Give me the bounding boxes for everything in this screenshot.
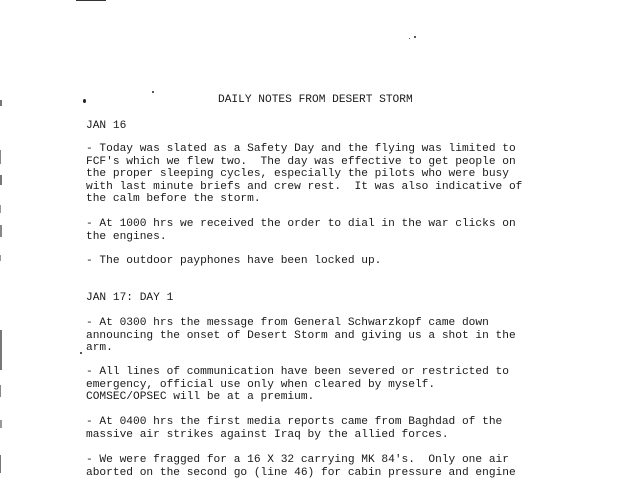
scan-speck xyxy=(414,36,416,38)
document-title: DAILY NOTES FROM DESERT STORM xyxy=(218,94,413,106)
scan-speck xyxy=(152,91,154,93)
paragraph-line: the proper sleeping cycles, especially the pilots who were busy xyxy=(86,168,509,181)
scan-edge-marks xyxy=(0,0,6,480)
scan-speck xyxy=(80,352,82,354)
scan-speck xyxy=(409,38,410,39)
paragraph-line: - At 0400 hrs the first media reports came from Baghdad of the xyxy=(86,416,503,428)
paragraph-schwarzkopf-message xyxy=(86,317,566,355)
scan-artifact-line xyxy=(76,0,106,1)
paragraph-line: - Today was slated as a Safety Day and the flying was limited to xyxy=(86,143,516,155)
paragraph-line: arm. xyxy=(86,342,113,355)
paragraph-line: - At 0300 hrs the message from General Schwarzkopf came down xyxy=(86,317,489,329)
paragraph-line: massive air strikes against Iraq by the allied forces. xyxy=(86,428,449,441)
paragraph-line: emergency, official use only when cleared by myself. xyxy=(86,378,436,391)
paragraph-line: announcing the onset of Desert Storm and giving us a shot in the xyxy=(86,329,516,342)
paragraph-media-reports xyxy=(86,416,566,441)
paragraph-line: - At 1000 hrs we received the order to dial in the war clicks on xyxy=(86,218,516,230)
scan-speck xyxy=(83,99,86,103)
paragraph-line: - We were fragged for a 16 X 32 carrying MK 84's. Only one air xyxy=(86,454,509,466)
section-heading-jan-17: JAN 17: DAY 1 xyxy=(86,292,174,304)
paragraph-safety-day xyxy=(86,143,566,206)
paragraph-line: - The outdoor payphones have been locked up. xyxy=(86,255,382,267)
paragraph-line: with last minute briefs and crew rest. It was also indicative of xyxy=(86,180,523,193)
paragraph-communication-lines xyxy=(86,366,566,404)
paragraph-line: COMSEC/OPSEC will be at a premium. xyxy=(86,391,315,404)
paragraph-line: the calm before the storm. xyxy=(86,193,261,206)
paragraph-line: the engines. xyxy=(86,230,167,243)
paragraph-war-clicks xyxy=(86,218,566,243)
paragraph-fragged-mission xyxy=(86,454,566,479)
paragraph-payphones xyxy=(86,255,566,268)
section-heading-jan-16: JAN 16 xyxy=(86,120,127,132)
paragraph-line: FCF's which we flew two. The day was effective to get people on xyxy=(86,155,516,168)
paragraph-line: aborted on the second go (line 46) for cabin pressure and engine xyxy=(86,466,516,479)
paragraph-line: - All lines of communication have been severed or restricted to xyxy=(86,366,509,378)
